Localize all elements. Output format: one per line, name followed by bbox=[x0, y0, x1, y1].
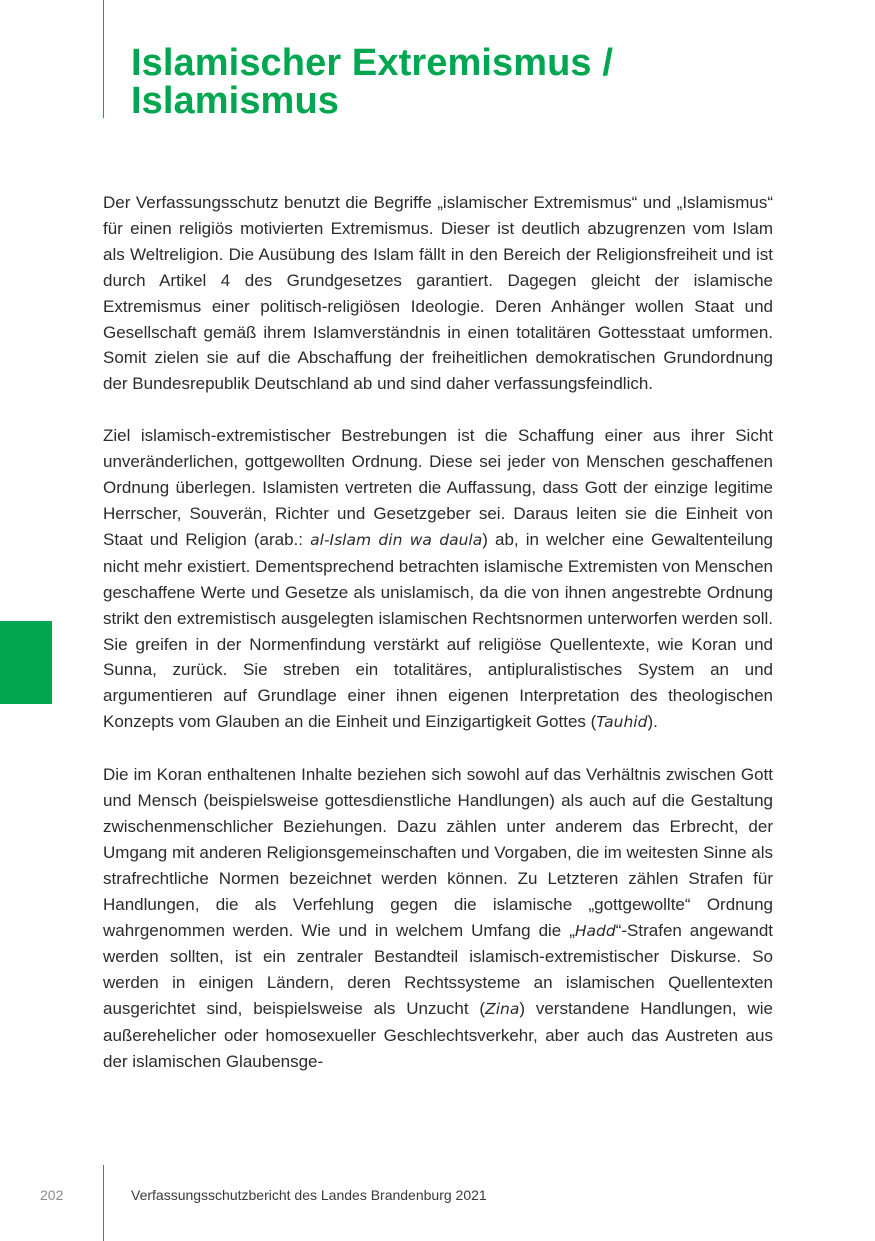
page-number: 202 bbox=[40, 1187, 64, 1203]
italic-term: Zina bbox=[485, 1000, 520, 1019]
paragraph-text: ) verstandene Handlungen, wie außerehelicher oder homosexueller Geschlechtsverkehr, aber auch das Austreten aus der islamischen Glaubensge- bbox=[103, 999, 773, 1072]
page-title bbox=[131, 44, 613, 120]
chapter-side-tab bbox=[0, 621, 52, 704]
header-accent-rule bbox=[103, 0, 104, 118]
footer-publication-title: Verfassungsschutzbericht des Landes Brandenburg 2021 bbox=[131, 1187, 487, 1203]
paragraph-text: “-Strafen angewandt werden sollten, ist ein zentraler Bestandteil islamisch-extremistischer Diskurse. So werden in einigen Ländern, deren Rechtssysteme an islamischen Quellentexten ausgerichtet sind, beispielsweise als Unzucht ( bbox=[103, 920, 773, 1019]
paragraph-text: Der Verfassungsschutz benutzt die Begriffe „islamischer Extremismus“ und „Islamismus“ für einen religiös motivierten Extremismus. Dieser ist deutlich abzugrenzen vom Islam als Weltreligion. Die Ausübung des Islam fällt in den Bereich der Religionsfreiheit und ist durch Artikel 4 des Grundgesetzes garantiert. Dagegen gleicht der islamische Extremismus einer politisch-religiösen Ideologie. Deren Anhänger wollen Staat und Gesellschaft gemäß ihrem Islamverständnis in einen totalitären Gottesstaat umformen. Somit zielen sie auf die Abschaffung der freiheitlichen demokratischen Grundordnung der Bundesrepublik Deutschland ab und sind daher verfassungsfeindlich. bbox=[103, 193, 773, 394]
italic-term: al-Islam din wa daula bbox=[310, 530, 483, 549]
italic-term: Hadd bbox=[574, 921, 616, 940]
paragraph-text: Die im Koran enthaltenen Inhalte beziehen sich sowohl auf das Verhältnis zwischen Gott und Mensch (beispielsweise gottesdienstliche Handlungen) als auch auf die Gestaltung zwischenmenschlicher Beziehungen. Dazu zählen unter anderem das Erbrecht, der Umgang mit anderen Religionsgemeinschaften und Vorgaben, die im weitesten Sinne als strafrechtliche Normen bezeichnet werden können. Zu Letzteren zählen Strafen für Handlungen, die als Verfehlung gegen die islamische „gottgewollte“ Ordnung wahrgenommen werden. Wie und in welchem Umfang die „ bbox=[103, 765, 774, 940]
italic-term: Tauhid bbox=[596, 713, 648, 732]
paragraph-text: Ziel islamisch-extremistischer Bestrebungen ist die Schaffung einer aus ihrer Sicht unveränderlichen, gottgewollten Ordnung. Diese sei jeder von Menschen geschaffenen Ordnung überlegen. Islamisten vertreten die Auffassung, dass Gott der einzige legitime Herrscher, Souverän, Richter und Gesetzgeber sei. Daraus leiten sie die Einheit von Staat und Religion (arab.: bbox=[103, 426, 773, 549]
paragraph-definition bbox=[103, 190, 773, 397]
page-title-line-2: Islamismus bbox=[131, 80, 339, 122]
paragraph-text: ). bbox=[647, 712, 658, 732]
paragraph-goals bbox=[103, 423, 773, 736]
paragraph-koran bbox=[103, 762, 773, 1075]
body-text bbox=[103, 190, 773, 1101]
paragraph-text: ) ab, in welcher eine Gewaltenteilung nicht mehr existiert. Dementsprechend betrachten islamische Extremisten von Menschen geschaffene Werte und Gesetze als unislamisch, da die von ihnen angestrebte Ordnung strikt den extremistisch ausgelegten islamischen Rechtsnormen unterworfen werden soll. Sie greifen in der Normenfindung verstärkt auf religiöse Quellentexte, wie Koran und Sunna, zurück. Sie streben ein totalitäres, antipluralistisches System an und argumentieren auf Grundlage einer ihnen eigenen Interpretation des theologischen Konzepts vom Glauben an die Einheit und Einzigartigkeit Gottes ( bbox=[103, 529, 774, 732]
footer-accent-rule bbox=[103, 1165, 104, 1241]
page-title-line-1: Islamischer Extremismus / bbox=[131, 42, 613, 84]
